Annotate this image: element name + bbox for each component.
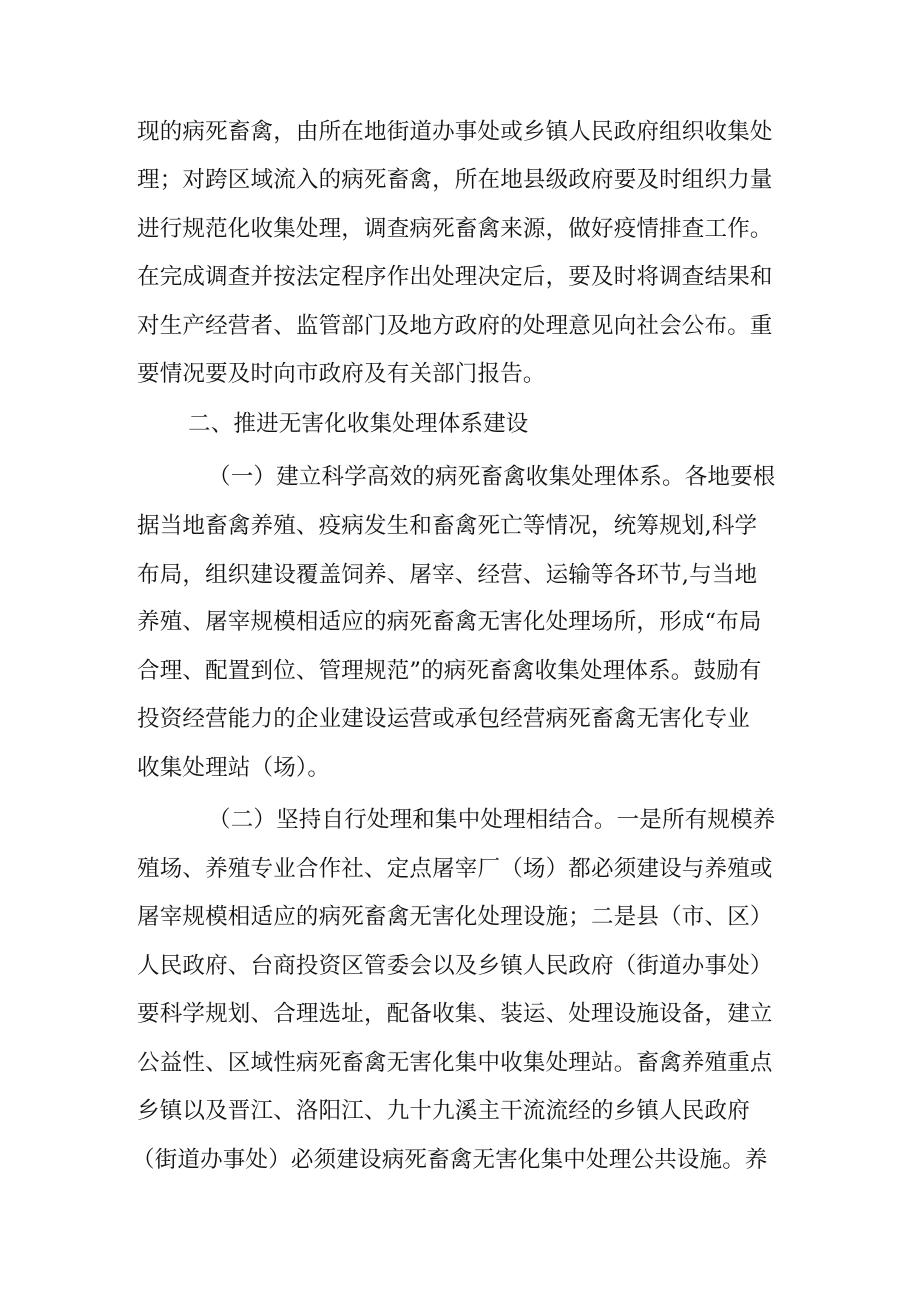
text-line: （一）建立科学高效的病死畜禽收集处理体系。各地要根: [208, 464, 776, 490]
text-line: 理；对跨区域流入的病死畜禽，所在地县级政府要及时组织力量: [137, 167, 773, 193]
text-line: （街道办事处）必须建设病死畜禽无害化集中处理公共设施。养: [132, 1147, 768, 1173]
text-line: 据当地畜禽养殖、疫病发生和畜禽死亡等情况，统筹规划,科学: [137, 513, 758, 539]
text-line: 合理、配置到位、管理规范”的病死畜禽收集处理体系。鼓励有: [137, 658, 762, 684]
text-line: 收集处理站（场）。: [137, 755, 331, 781]
text-line: 乡镇以及晋江、洛阳江、九十九溪主干流流经的乡镇人民政府: [137, 1098, 750, 1124]
text-line: 殖场、养殖专业合作社、定点屠宰厂（场）都必须建设与养殖或: [137, 856, 773, 882]
text-line: 要情况要及时向市政府及有关部门报告。: [137, 361, 546, 387]
section-heading: 二、推进无害化收集处理体系建设: [188, 411, 529, 437]
text-line: 养殖、屠宰规模相适应的病死畜禽无害化处理场所，形成“布局: [137, 609, 762, 635]
text-line: （二）坚持自行处理和集中处理相结合。一是所有规模养: [208, 807, 776, 833]
text-line: 现的病死畜禽，由所在地街道办事处或乡镇人民政府组织收集处: [137, 119, 773, 145]
text-line: 投资经营能力的企业建设运营或承包经营病死畜禽无害化专业: [137, 706, 750, 732]
text-line: 屠宰规模相适应的病死畜禽无害化处理设施；二是县（市、区）: [137, 904, 773, 930]
text-line: 对生产经营者、监管部门及地方政府的处理意见向社会公布。重: [137, 313, 773, 339]
text-line: 进行规范化收集处理，调查病死畜禽来源，做好疫情排查工作。: [137, 216, 773, 242]
text-line: 布局，组织建设覆盖饲养、屠宰、经营、运输等各环节,与当地: [137, 562, 758, 588]
text-line: 要科学规划、合理选址，配备收集、装运、处理设施设备，建立: [137, 1001, 773, 1027]
text-line: 在完成调查并按法定程序作出处理决定后，要及时将调查结果和: [137, 264, 773, 290]
text-line: 公益性、区域性病死畜禽无害化集中收集处理站。畜禽养殖重点: [137, 1050, 773, 1076]
text-line: 人民政府、台商投资区管委会以及乡镇人民政府（街道办事处）: [137, 953, 773, 979]
